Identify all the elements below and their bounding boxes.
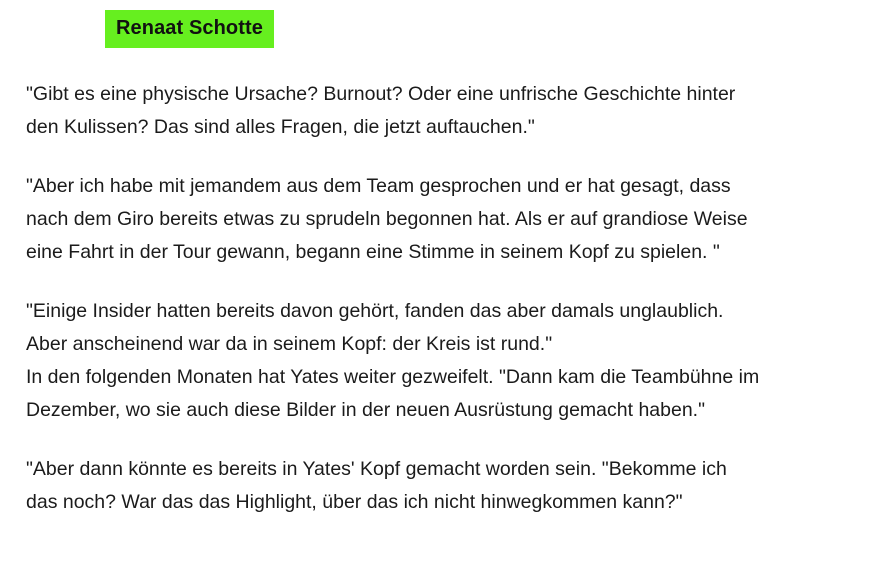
paragraph-line: Dezember, wo sie auch diese Bilder in der neuen Ausrüstung gemacht haben."	[26, 399, 706, 421]
paragraph-line: "Gibt es eine physische Ursache? Burnout? Oder eine unfrische Geschichte hinter	[26, 83, 736, 105]
paragraph-2	[26, 170, 845, 269]
paragraph-line: In den folgenden Monaten hat Yates weiter gezweifelt. "Dann kam die Teambühne im	[26, 366, 760, 388]
paragraph-line: "Einige Insider hatten bereits davon gehört, fanden das aber damals unglaublich.	[26, 300, 724, 322]
paragraph-1	[26, 78, 845, 144]
paragraph-line: nach dem Giro bereits etwas zu sprudeln begonnen hat. Als er auf grandiose Weise	[26, 208, 748, 230]
paragraph-line: das noch? War das das Highlight, über das ich nicht hinwegkommen kann?"	[26, 491, 683, 513]
paragraph-4	[26, 453, 845, 519]
paragraph-line: eine Fahrt in der Tour gewann, begann eine Stimme in seinem Kopf zu spielen. "	[26, 241, 720, 263]
paragraph-line: "Aber dann könnte es bereits in Yates' Kopf gemacht worden sein. "Bekomme ich	[26, 458, 727, 480]
paragraph-line: den Kulissen? Das sind alles Fragen, die jetzt auftauchen."	[26, 116, 535, 138]
paragraph-3	[26, 295, 845, 427]
paragraph-line: "Aber ich habe mit jemandem aus dem Team gesprochen und er hat gesagt, dass	[26, 175, 731, 197]
article-body	[0, 78, 871, 519]
author-highlight-row	[0, 0, 871, 48]
author-name-highlight: Renaat Schotte	[105, 10, 274, 48]
paragraph-line: Aber anscheinend war da in seinem Kopf: der Kreis ist rund."	[26, 333, 553, 355]
